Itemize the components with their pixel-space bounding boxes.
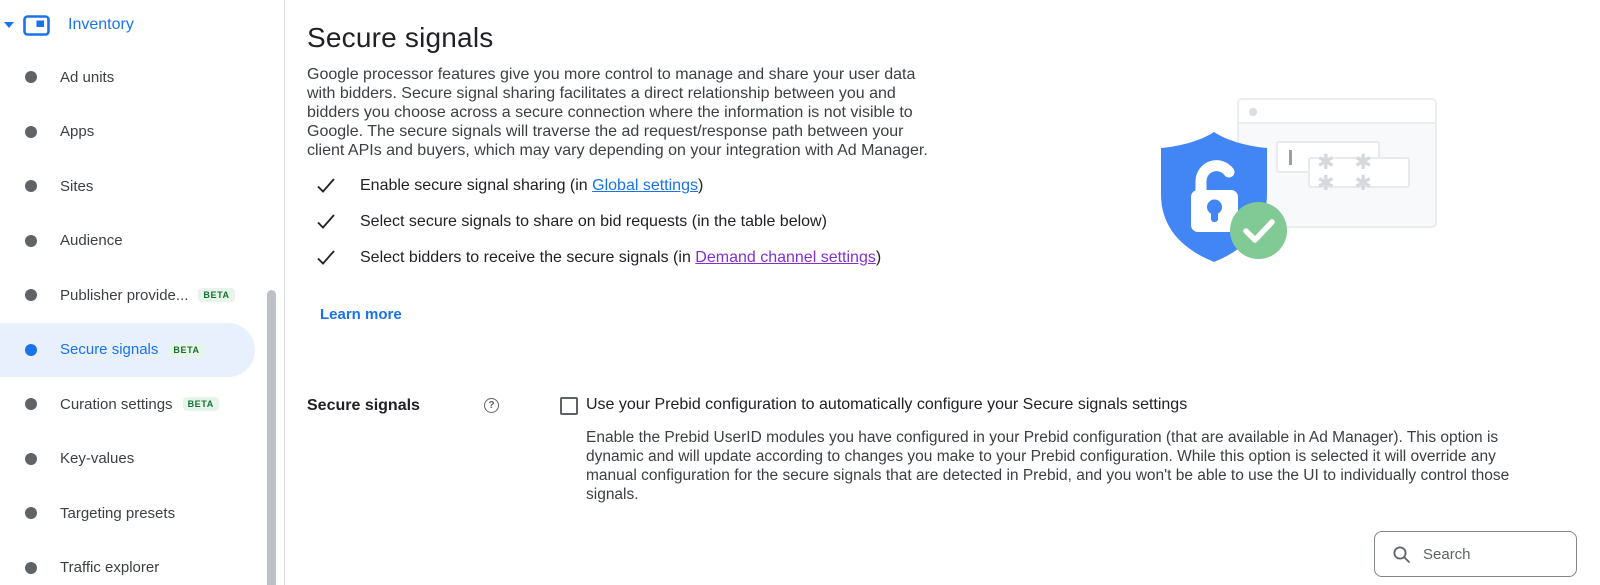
text-cursor-icon [1289,150,1292,165]
main-content [286,0,1600,585]
section-label: Secure signals [307,397,420,414]
prebid-checkbox-row [560,396,1542,415]
sidebar-item-publisher-provided[interactable] [0,268,255,323]
sidebar-item-label: Publisher provide... [60,286,189,304]
demand-channel-settings-link[interactable]: Demand channel settings [695,249,876,266]
checkmark-icon [316,213,336,234]
bullet-icon [25,180,37,192]
sidebar-header-inventory[interactable] [0,0,284,38]
sidebar-item-ad-units[interactable] [0,50,255,105]
bullet-icon [25,344,37,356]
checkmark-icon [316,249,336,270]
table-search-box [1374,531,1577,577]
sidebar-scrollbar[interactable] [267,290,276,585]
help-icon[interactable]: ? [484,398,499,413]
password-mask: ✱ ✱ ✱ ✱ [1317,150,1380,195]
bullet-icon [25,235,37,247]
sidebar-item-label: Ad units [60,68,115,86]
sidebar-item-label: Apps [60,123,95,141]
bullet-icon [25,398,37,410]
secure-signals-section [307,386,1600,504]
green-check-badge-icon [1230,202,1287,259]
checklist-text [360,249,881,267]
sidebar-item-curation-settings[interactable] [0,377,255,432]
sidebar-item-sites[interactable] [0,159,255,214]
search-icon [1392,545,1411,564]
checkmark-icon [316,177,336,198]
sidebar-item-label: Sites [60,177,94,195]
sidebar-item-secure-signals[interactable] [0,323,255,378]
inventory-window-icon [23,15,50,36]
checklist-text-post: ) [875,249,882,266]
beta-badge: BETA [183,397,219,411]
page-description: Google processor features give you more control to manage and share your user data with bidders. Secure signal sharing facilitates a direct relationship between you and bidders you choose across a secure connection where the information is not visible to Google. The secure signals will traverse the ad request/response path between your client APIs and buyers, which may vary depending on your integration with Ad Manager. [307,66,928,159]
checklist-text-pre: Enable secure signal sharing (in [360,177,593,194]
prebid-checkbox[interactable] [560,397,578,415]
password-field-icon [1308,150,1410,195]
bullet-icon [25,562,37,574]
sidebar-item-label: Secure signals [60,341,159,359]
prebid-help-text: Enable the Prebid UserID modules you have configured in your Prebid configuration (that are available in Ad Manager). This option is dynamic and will update according to changes you make to your Prebid configuration. While this option is selected it will override any manual configuration for the secure signals that are detected in Prebid, and you won't be able to use the UI to individually control those signals. [586,429,1510,503]
learn-more-link[interactable]: Learn more [320,306,402,323]
bullet-icon [25,289,37,301]
sidebar-item-apps[interactable] [0,105,255,160]
checklist-text-pre: Select bidders to receive the secure signals (in [360,249,696,266]
sidebar-item-label: Audience [60,232,123,250]
sidebar-item-targeting-presets[interactable] [0,486,255,541]
checklist-text-post: ) [697,177,704,194]
sidebar-item-label: Targeting presets [60,504,176,522]
bullet-icon [25,71,37,83]
page-title: Secure signals [307,22,494,53]
caret-down-icon[interactable] [4,22,14,28]
sidebar-nav-list [0,50,284,585]
global-settings-link[interactable]: Global settings [592,177,698,194]
bullet-icon [25,453,37,465]
bullet-icon [25,507,37,519]
browser-dot-icon [1249,108,1257,116]
section-content [560,386,1600,504]
sidebar-item-label: Curation settings [60,395,173,413]
sidebar-item-label: Traffic explorer [60,559,160,577]
sidebar-item-label: Key-values [60,450,135,468]
sidebar-item-traffic-explorer[interactable] [0,541,255,585]
sidebar-item-key-values[interactable] [0,432,255,487]
checklist-text-pre: Select secure signals to share on bid requests (in the table below) [360,213,827,230]
checklist-text [360,177,703,195]
beta-badge: BETA [198,288,234,302]
search-input[interactable] [1423,546,1553,563]
secure-signals-illustration [1135,93,1450,273]
checklist-text [360,213,827,231]
sidebar-item-audience[interactable] [0,214,255,269]
sidebar-header-label: Inventory [68,16,134,33]
beta-badge: BETA [168,343,204,357]
bullet-icon [25,126,37,138]
browser-titlebar [1239,100,1435,124]
prebid-checkbox-label[interactable]: Use your Prebid configuration to automatically configure your Secure signals settings [586,396,1188,413]
section-label-column [307,386,560,504]
inventory-sidebar [0,0,285,585]
